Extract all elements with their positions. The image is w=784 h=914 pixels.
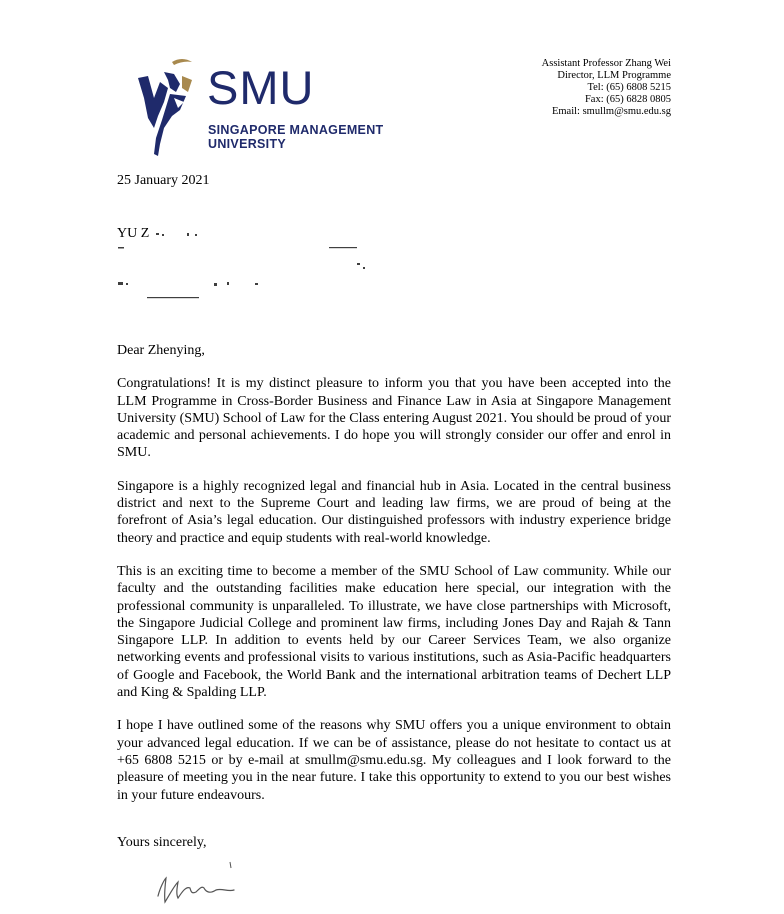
paragraph-4: I hope I have outlined some of the reasons why SMU offers you a unique environment to obtain your advanced legal education. If we can be of assistance, please do not hesitate to contact us at +65 6808 5215 or by e-mail at smullm@smu.edu.sg. My colleagues and I look forward to the pleasure of meeting you in the near future. I take this opportunity to extend to you our best wishes in your future endeavours. [117, 718, 671, 803]
paragraph-2: Singapore is a highly recognized legal and financial hub in Asia. Located in the central business district and next to the Supreme Court and leading law firms, we are proud of being at the forefront of Asia’s legal education. Our distinguished professors with industry experience bridge theory and practice and equip students with real-world knowledge. [117, 478, 671, 546]
handwritten-signature [150, 858, 260, 908]
logo-line-1: SINGAPORE MANAGEMENT [208, 123, 384, 137]
letter-body [117, 342, 671, 851]
sender-block [542, 58, 671, 118]
sender-tel: Tel: (65) 6808 5215 [587, 82, 671, 93]
logo-line-2: UNIVERSITY [208, 137, 287, 151]
sender-name: Assistant Professor Zhang Wei [541, 58, 671, 69]
closing: Yours sincerely, [117, 834, 207, 850]
redaction-fragments [117, 225, 377, 305]
greeting: Dear Zhenying, [117, 343, 205, 358]
signature-icon [150, 858, 260, 908]
recipient-address-redacted [117, 225, 377, 305]
recipient-name: YU Z [117, 226, 150, 241]
smu-logo [134, 58, 394, 158]
paragraph-1: Congratulations! It is my distinct pleasure to inform you that you have been accepted into the LLM Programme in Cross-Border Business and Finance Law in Asia at Singapore Management University (SMU) School of Law for the Class entering August 2021. You should be proud of your academic and personal achievements. I do hope you will strongly consider our offer and enrol in SMU. [117, 376, 671, 461]
sender-title: Director, LLM Programme [557, 70, 671, 81]
letter-date: 25 January 2021 [117, 173, 210, 188]
lion-crest-icon [134, 58, 204, 158]
logo-wordmark: SMU [207, 61, 315, 114]
sender-fax: Fax: (65) 6828 0805 [584, 94, 671, 105]
paragraph-3: This is an exciting time to become a member of the SMU School of Law community. While our faculty and the outstanding facilities make education here special, our integration with the professional community is unparalleled. To illustrate, we have close partnerships with Microsoft, the Singapore Judicial College and prominent law firms, including Jones Day and Rajah & Tann Singapore LLP. In addition to events held by our Career Services Team, we also organize networking events and professional visits to various institutions, such as Asia-Pacific headquarters of Google and Facebook, the World Bank and the international arbitration teams of Dechert LLP and King & Spalding LLP. [117, 563, 671, 701]
sender-email: Email: smullm@smu.edu.sg [551, 106, 671, 117]
